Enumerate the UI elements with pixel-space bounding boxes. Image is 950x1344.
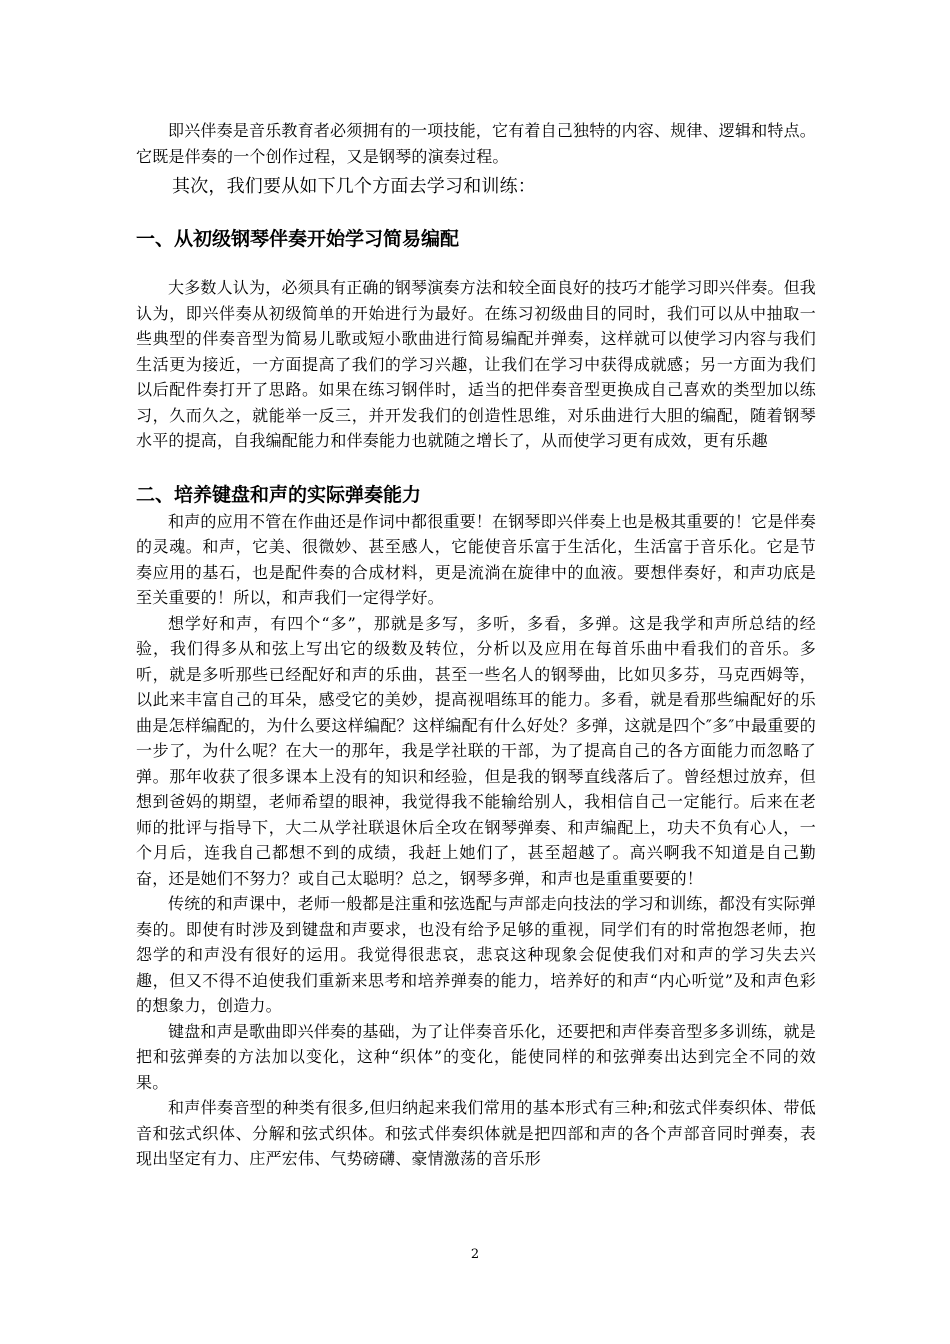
- page-number: 2: [470, 1247, 480, 1262]
- section2-heading: 二、培养键盘和声的实际弹奏能力: [136, 483, 422, 506]
- intro-paragraph: 即兴伴奏是音乐教育者必须拥有的一项技能，它有着自己独特的内容、规律、逻辑和特点。它既是伴奏的一个创作过程，又是钢琴的演奏过程。: [136, 121, 817, 166]
- section2-paragraph-1: 和声的应用不管在作曲还是作词中都很重要！在钢琴即兴伴奏上也是极其重要的！它是伴奏的灵魂。和声，它美、很微妙、甚至感人，它能使音乐富于生活化，生活富于音乐化。它是节奏应用的基石，也是配件奏的合成材料，更是流淌在旋律中的血液。要想伴奏好，和声功底是至关重要的！所以，和声我们一定得学好。: [136, 511, 817, 607]
- section1-paragraph: 大多数人认为，必须具有正确的钢琴演奏方法和较全面良好的技巧才能学习即兴伴奏。但我认为，即兴伴奏从初级简单的开始进行为最好。在练习初级曲目的同时，我们可以从中抽取一些典型的伴奏音型为简易儿歌或短小歌曲进行简易编配并弹奏，这样就可以使学习内容与我们生活更为接近，一方面提高了我们的学习兴趣，让我们在学习中获得成就感；另一方面为我们以后配件奏打开了思路。如果在练习钢伴时，适当的把伴奏音型更换成自己喜欢的类型加以练习，久而久之，就能举一反三，并开发我们的创造性思维，对乐曲进行大胆的编配，随着钢琴水平的提高，自我编配能力和伴奏能力也就随之增长了，从而使学习更有成效，更有乐趣: [136, 278, 817, 450]
- section1-heading: 一、从初级钢琴伴奏开始学习简易编配: [136, 228, 460, 250]
- section2-paragraph-2: 想学好和声，有四个“多”，那就是多写，多听，多看，多弹。这是我学和声所总结的经验，我们得多从和弦上写出它的级数及转位，分析以及应用在每首乐曲中看我们的音乐。多听，就是多听那些已经配好和声的乐曲，甚至一些名人的钢琴曲，比如贝多芬，马克西姆等，以此来丰富自己的耳朵，感受它的美妙，提高视唱练耳的能力。多看，就是看那些编配好的乐曲是怎样编配的，为什么要这样编配？这样编配有什么好处？多弹，这就是四个″多″中最重要的一步了，为什么呢？在大一的那年，我是学社联的干部，为了提高自己的各方面能力而忽略了弹。那年收获了很多课本上没有的知识和经验，但是我的钢琴直线落后了。曾经想过放弃，但想到爸妈的期望，老师希望的眼神，我觉得我不能输给别人，我相信自己一定能行。后来在老师的批评与指导下，大二从学社联退休后全攻在钢琴弹奏、和声编配上，功夫不负有心人，一个月后，连我自己都想不到的成绩，我赶上她们了，甚至超越了。高兴啊我不知道是自己勤奋，还是她们不努力？或自己太聪明？总之，钢琴多弹，和声也是重重要要的！: [136, 613, 816, 888]
- section2-paragraph-4: 键盘和声是歌曲即兴伴奏的基础，为了让伴奏音乐化，还要把和声伴奏音型多多训练，就是把和弦弹奏的方法加以变化，这种“织体”的变化，能使同样的和弦弹奏出达到完全不同的效果。: [136, 1021, 817, 1092]
- document-body: [136, 118, 816, 1172]
- intro-transition: 其次，我们要从如下几个方面去学习和训练：: [172, 176, 536, 197]
- section2-paragraph-3: 传统的和声课中，老师一般都是注重和弦选配与声部走向技法的学习和训练，都没有实际弹奏的。即使有时涉及到键盘和声要求，也没有给予足够的重视，同学们有的时常抱怨老师，抱怨学的和声没有很好的运用。我觉得很悲哀，悲哀这种现象会促使我们对和声的学习失去兴趣，但又不得不迫使我们重新来思考和培养弹奏的能力，培养好的和声“内心听觉”及和声色彩的想象力，创造力。: [136, 894, 817, 1015]
- section2-paragraph-5: 和声伴奏音型的种类有很多,但归纳起来我们常用的基本形式有三种;和弦式伴奏织体、带低音和弦式织体、分解和弦式织体。和弦式伴奏织体就是把四部和声的各个声部音同时弹奏，表现出坚定有力、庄严宏伟、气势磅礴、豪情激荡的音乐形: [136, 1098, 816, 1168]
